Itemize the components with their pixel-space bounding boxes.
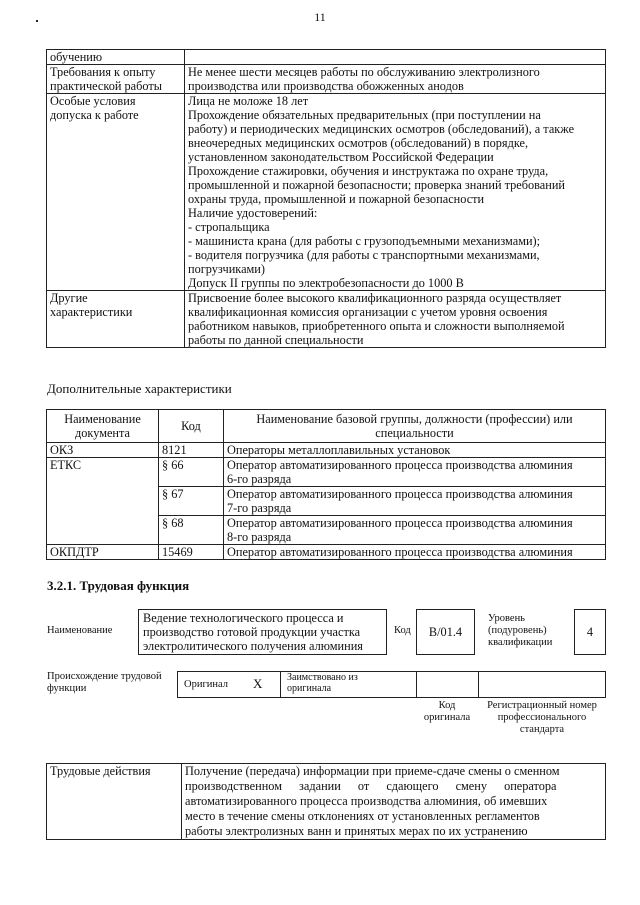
row-label: обучению (47, 50, 185, 65)
page-number: 11 (314, 10, 326, 24)
table-row (47, 65, 606, 94)
code-original-label: Код оригинала (423, 700, 471, 723)
row-label: Другие характеристики (47, 291, 185, 348)
table-row (47, 94, 606, 291)
header-code: Код (159, 410, 224, 443)
labor-actions-label: Трудовые действия (47, 764, 182, 840)
row-label: Особые условия допуска к работе (47, 94, 185, 291)
code-cell: 8121 (159, 443, 224, 458)
qualification-level-box: 4 (574, 609, 606, 655)
additional-characteristics-table (46, 409, 606, 560)
additional-characteristics-title: Дополнительные характеристики (47, 381, 232, 396)
section-title: 3.2.1. Трудовая функция (47, 578, 190, 593)
table-row (47, 291, 606, 348)
row-value: Не менее шести месяцев работы по обслуживанию электролизного производства или производства обожженных анодов (185, 65, 606, 94)
row-label: Требования к опыту практической работы (47, 65, 185, 94)
table-row (47, 764, 606, 840)
borrowed-label: Заимствовано из оригинала (287, 672, 358, 694)
origin-box (177, 671, 606, 698)
header-group-name: Наименование базовой группы, должности (профессии) или специальности (224, 410, 606, 443)
qualification-level-label: Уровень (подуровень) квалификации (488, 613, 553, 648)
table-row (47, 50, 606, 65)
labor-actions-table (46, 763, 606, 840)
row-value: Присвоение более высокого квалификационного разряда осуществляет квалификационная комиссия организации с учетом уровня освоения работником навыков, приобретенного опыта и сложности выполняемой работы по данной специальности (185, 291, 606, 348)
doc-cell: ОКЗ (47, 443, 159, 458)
divider (280, 671, 281, 698)
function-name-box: Ведение технологического процесса и производство готовой продукции участка электролитического получения алюминия (138, 609, 387, 655)
doc-cell: ЕТКС (47, 458, 159, 545)
row-value (185, 50, 606, 65)
header-document: Наименование документа (47, 410, 159, 443)
table-row (47, 443, 606, 458)
labor-actions-text: Получение (передача) информации при приеме-сдаче смены о сменном производственном задании от сдающего смену оператора автоматизированного процесса производства алюминия, об имевших место в течение смены отклонениях от установленных регламентов работы электролизных ванн и принятых мерах по их устранению (182, 764, 606, 840)
doc-cell: ОКПДТР (47, 545, 159, 560)
name-cell: Операторы металлоплавильных установок (224, 443, 606, 458)
name-cell: Оператор автоматизированного процесса производства алюминия 6-го разряда (224, 458, 606, 487)
name-cell: Оператор автоматизированного процесса производства алюминия 8-го разряда (224, 516, 606, 545)
code-cell: § 67 (159, 487, 224, 516)
table-header-row (47, 410, 606, 443)
name-cell: Оператор автоматизированного процесса производства алюминия (224, 545, 606, 560)
code-cell: § 66 (159, 458, 224, 487)
table-row (47, 545, 606, 560)
name-label: Наименование (47, 625, 113, 636)
code-cell: 15469 (159, 545, 224, 560)
qualification-requirements-table (46, 49, 606, 348)
row-value: Лица не моложе 18 лет Прохождение обязательных предварительных (при поступлении на работу) и периодических медицинских осмотров (обследований), а также внеочередных медицинских осмотров (обследований) в порядке, установленном законодательством Российской Федерации Прохождение стажировки, обучения и инструктажа по охране труда, промышленной и пожарной безопасности; проверка знаний требований охраны труда, промышленной и пожарной безопасности Наличие удостоверений: - стропальщика - машиниста крана (для работы с грузоподъемными механизмами); - водителя погрузчика (для работы с транспортными механизмами, погрузчиками) Допуск II группы по электробезопасности до 1000 В (185, 94, 606, 291)
divider (416, 671, 417, 698)
divider (478, 671, 479, 698)
code-cell: § 68 (159, 516, 224, 545)
original-mark: X (253, 676, 263, 691)
function-code-box: В/01.4 (416, 609, 475, 655)
code-label: Код (394, 625, 411, 636)
original-label: Оригинал (184, 679, 228, 690)
name-cell: Оператор автоматизированного процесса производства алюминия 7-го разряда (224, 487, 606, 516)
origin-label: Происхождение трудовой функции (47, 671, 162, 694)
registration-number-label: Регистрационный номер профессионального стандарта (487, 700, 597, 735)
table-row (47, 458, 606, 487)
